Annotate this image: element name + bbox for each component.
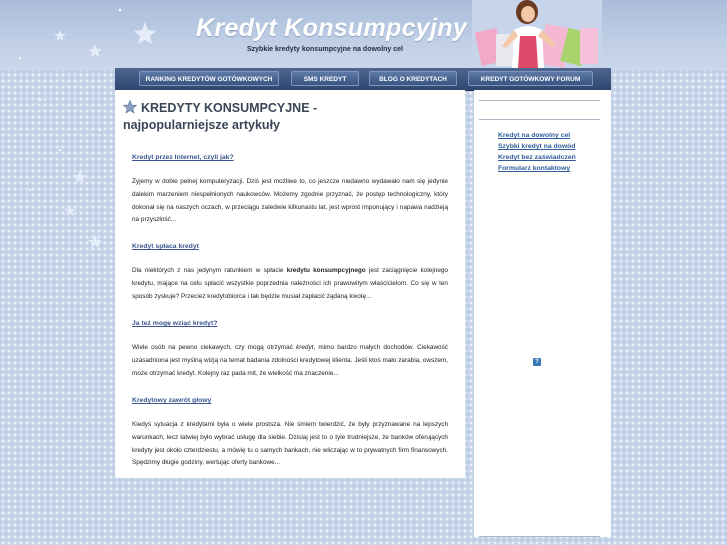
site-subtitle: Szybkie kredyty konsumpcyjne na dowolny cel (247, 46, 403, 53)
sidebar-link-formularz[interactable]: Formularz kontaktowy (498, 165, 571, 172)
help-icon[interactable]: ? (533, 358, 541, 366)
sidebar-item (498, 141, 576, 152)
article-excerpt-start: Wiele osób na pewno ciekawych, czy mogą otrzymać (132, 344, 297, 351)
article-excerpt-end: jest zaciągnięcie kolejnego kredytu, mające na celu spłacić wszystkie poprzednia należności ich prawowitym właścicielom. Co się w ten sposób zyskuje? Przecież kredytobiorca i tak będzie musiał zapłacić żądaną kwotę... (132, 267, 448, 300)
star-icon (123, 100, 137, 114)
article-excerpt (132, 265, 448, 303)
article-item (132, 312, 448, 380)
sidebar-link-kredyt-na-dowolny-cel[interactable]: Kredyt na dowolny cel (498, 132, 571, 139)
sidebar-link-list (498, 130, 576, 174)
main-navigation (115, 68, 611, 91)
sidebar-divider (479, 100, 600, 101)
main-content (115, 90, 465, 478)
keyword-emphasis: kredyt (296, 344, 314, 351)
sidebar (474, 90, 611, 537)
nav-item-sms-kredyt[interactable]: SMS KREDYT (291, 71, 359, 86)
nav-item-blog[interactable]: BLOG O KREDYTACH (369, 71, 457, 86)
sidebar-item (498, 130, 576, 141)
page-heading-text: KREDYTY KONSUMPCYJNE - najpopularniejsze artykuły (123, 101, 318, 132)
article-excerpt-start: Dla niektórych z nas jedynym ratunkiem w spłacie (132, 267, 287, 274)
article-title-link[interactable]: Kredyt spłaca kredyt (132, 243, 199, 250)
article-excerpt (132, 342, 448, 380)
article-item (132, 389, 448, 470)
keyword-highlight: kredytu konsumpcyjnego (286, 267, 366, 274)
article-title-link[interactable]: Kredyt przez Internet, czyli jak? (132, 154, 234, 161)
article-title-link[interactable]: Ja też mogę wziąć kredyt? (132, 320, 218, 327)
page-heading (123, 100, 423, 134)
nav-item-ranking[interactable]: RANKING KREDYTÓW GOTÓWKOWYCH (139, 71, 279, 86)
article-item (132, 235, 448, 303)
article-item (132, 146, 448, 227)
article-excerpt: Kiedyś sytuacja z kredytami była o wiele prostsza. Nie śmiem twierdzić, że były przyznawane na lepszych warunkach, lecz łatwiej było wybrać usługę dla siebie. Dzisiaj jest to o tyle trudniejsze, że banków oferujących kredyty jest około czterdziestu, a mówię tu o samych bankach, nie wliczając w to prywatnych firm finansowych. Spędzimy długie godziny, wertując oferty bankowe... (132, 421, 448, 467)
sidebar-link-kredyt-bez-zaswiadczen[interactable]: Kredyt bez zaświadczeń (498, 154, 576, 161)
nav-item-forum[interactable]: KREDYT GOTÓWKOWY FORUM (468, 71, 593, 86)
sidebar-item (498, 152, 576, 163)
sidebar-link-szybki-kredyt[interactable]: Szybki kredyt na dowód (498, 143, 576, 150)
shopping-woman-image (472, 0, 602, 68)
article-excerpt-end: , mimo bardzo małych dochodów. Ciekawość uzasadniona jest myślną wizją na temat badania zdolności kredytowej klienta. Jeśli ktoś mało zarabia, owszem, może otrzymać kredyt. Kolejny raz pada mit, że wielkość ma znaczenie... (132, 344, 449, 377)
article-excerpt: Żyjemy w dobie pełnej komputeryzacji. Dziś jest możliwe to, co jeszcze niedawno wydawało nam się jedynie dalekim marzeniem niespełnionych naukowców. Możemy zgodnie przyznać, że postęp technologiczny, który dokonał się na naszych oczach, w przeciągu zaledwie kilkunastu lat, jest wprost imponujący i napawa nadzieją na przyszłość... (132, 178, 448, 224)
sidebar-divider (479, 536, 600, 537)
site-title[interactable]: Kredyt Konsumpcyjny (196, 14, 468, 42)
sidebar-divider (479, 119, 600, 120)
article-title-link[interactable]: Kredytowy zawrót głowy (132, 397, 212, 404)
sidebar-item (498, 163, 576, 174)
